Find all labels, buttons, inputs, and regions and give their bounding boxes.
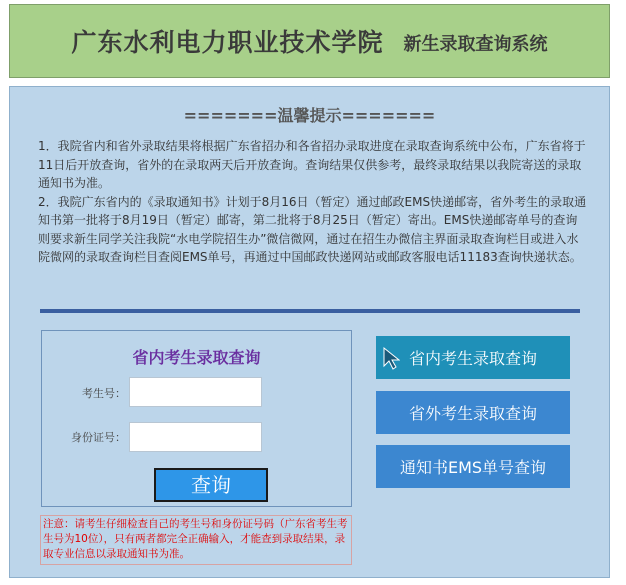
school-name: 广东水利电力职业技术学院	[71, 28, 384, 57]
outside-province-query-button[interactable]	[376, 391, 570, 434]
login-form	[41, 330, 352, 507]
domestic-query-button[interactable]	[376, 336, 570, 379]
system-name: 新生录取查询系统	[403, 34, 548, 55]
ems-query-label: 通知书EMS单号查询	[399, 458, 547, 477]
login-title: 省内考生录取查询	[132, 348, 261, 367]
notice-paragraph-1: 1．我院省内和省外录取结果将根据广东省招办和各省招办录取进度在录取查询系统中公布，广东省将于11日后开放查询，省外的在录取两天后开放查询。查询结果仅供参考，最终录取结果以我院寄送的录取通知书为准。	[38, 139, 586, 190]
query-button[interactable]: 查询	[154, 468, 268, 502]
notice-paragraph-2: 2．我院广东省内的《录取通知书》计划于8月16日（暂定）通过邮政EMS快递邮寄，省外考生的录取通知书第一批将于8月19日（暂定）邮寄，第二批将于8月25日（暂定）寄出。EMS快递邮寄单号的查询则要求新生同学关注我院“水电学院招生办”微信微网，通过在招生办微信主界面录取查询栏目或进入水院微网的录取查询栏目查阅EMS单号，再通过中国邮政快递网站或邮政客服电话11183查询快递状态。	[38, 194, 587, 264]
arrow-pointer-icon	[382, 346, 400, 374]
notice-title: =======温馨提示=======	[183, 106, 436, 125]
outside-query-label: 省外考生录取查询	[408, 404, 537, 423]
ems-query-button[interactable]	[376, 445, 570, 488]
exam-no-label: 考生号：	[82, 387, 126, 400]
warning-note: 注意：请考生仔细检查自己的考生号和身份证号码（广东省考生考生号为10位），只有两者都完全正确输入，才能查到录取结果，录取专业信息以录取通知书为准。	[40, 515, 352, 565]
main-panel	[9, 86, 610, 578]
exam-no-input[interactable]	[129, 377, 262, 407]
notice-text	[38, 137, 588, 267]
domestic-query-label: 省内考生录取查询	[408, 349, 537, 368]
divider	[40, 309, 580, 313]
id-no-input[interactable]	[129, 422, 262, 452]
id-no-label: 身份证号：	[71, 431, 126, 444]
page-header	[9, 4, 610, 78]
